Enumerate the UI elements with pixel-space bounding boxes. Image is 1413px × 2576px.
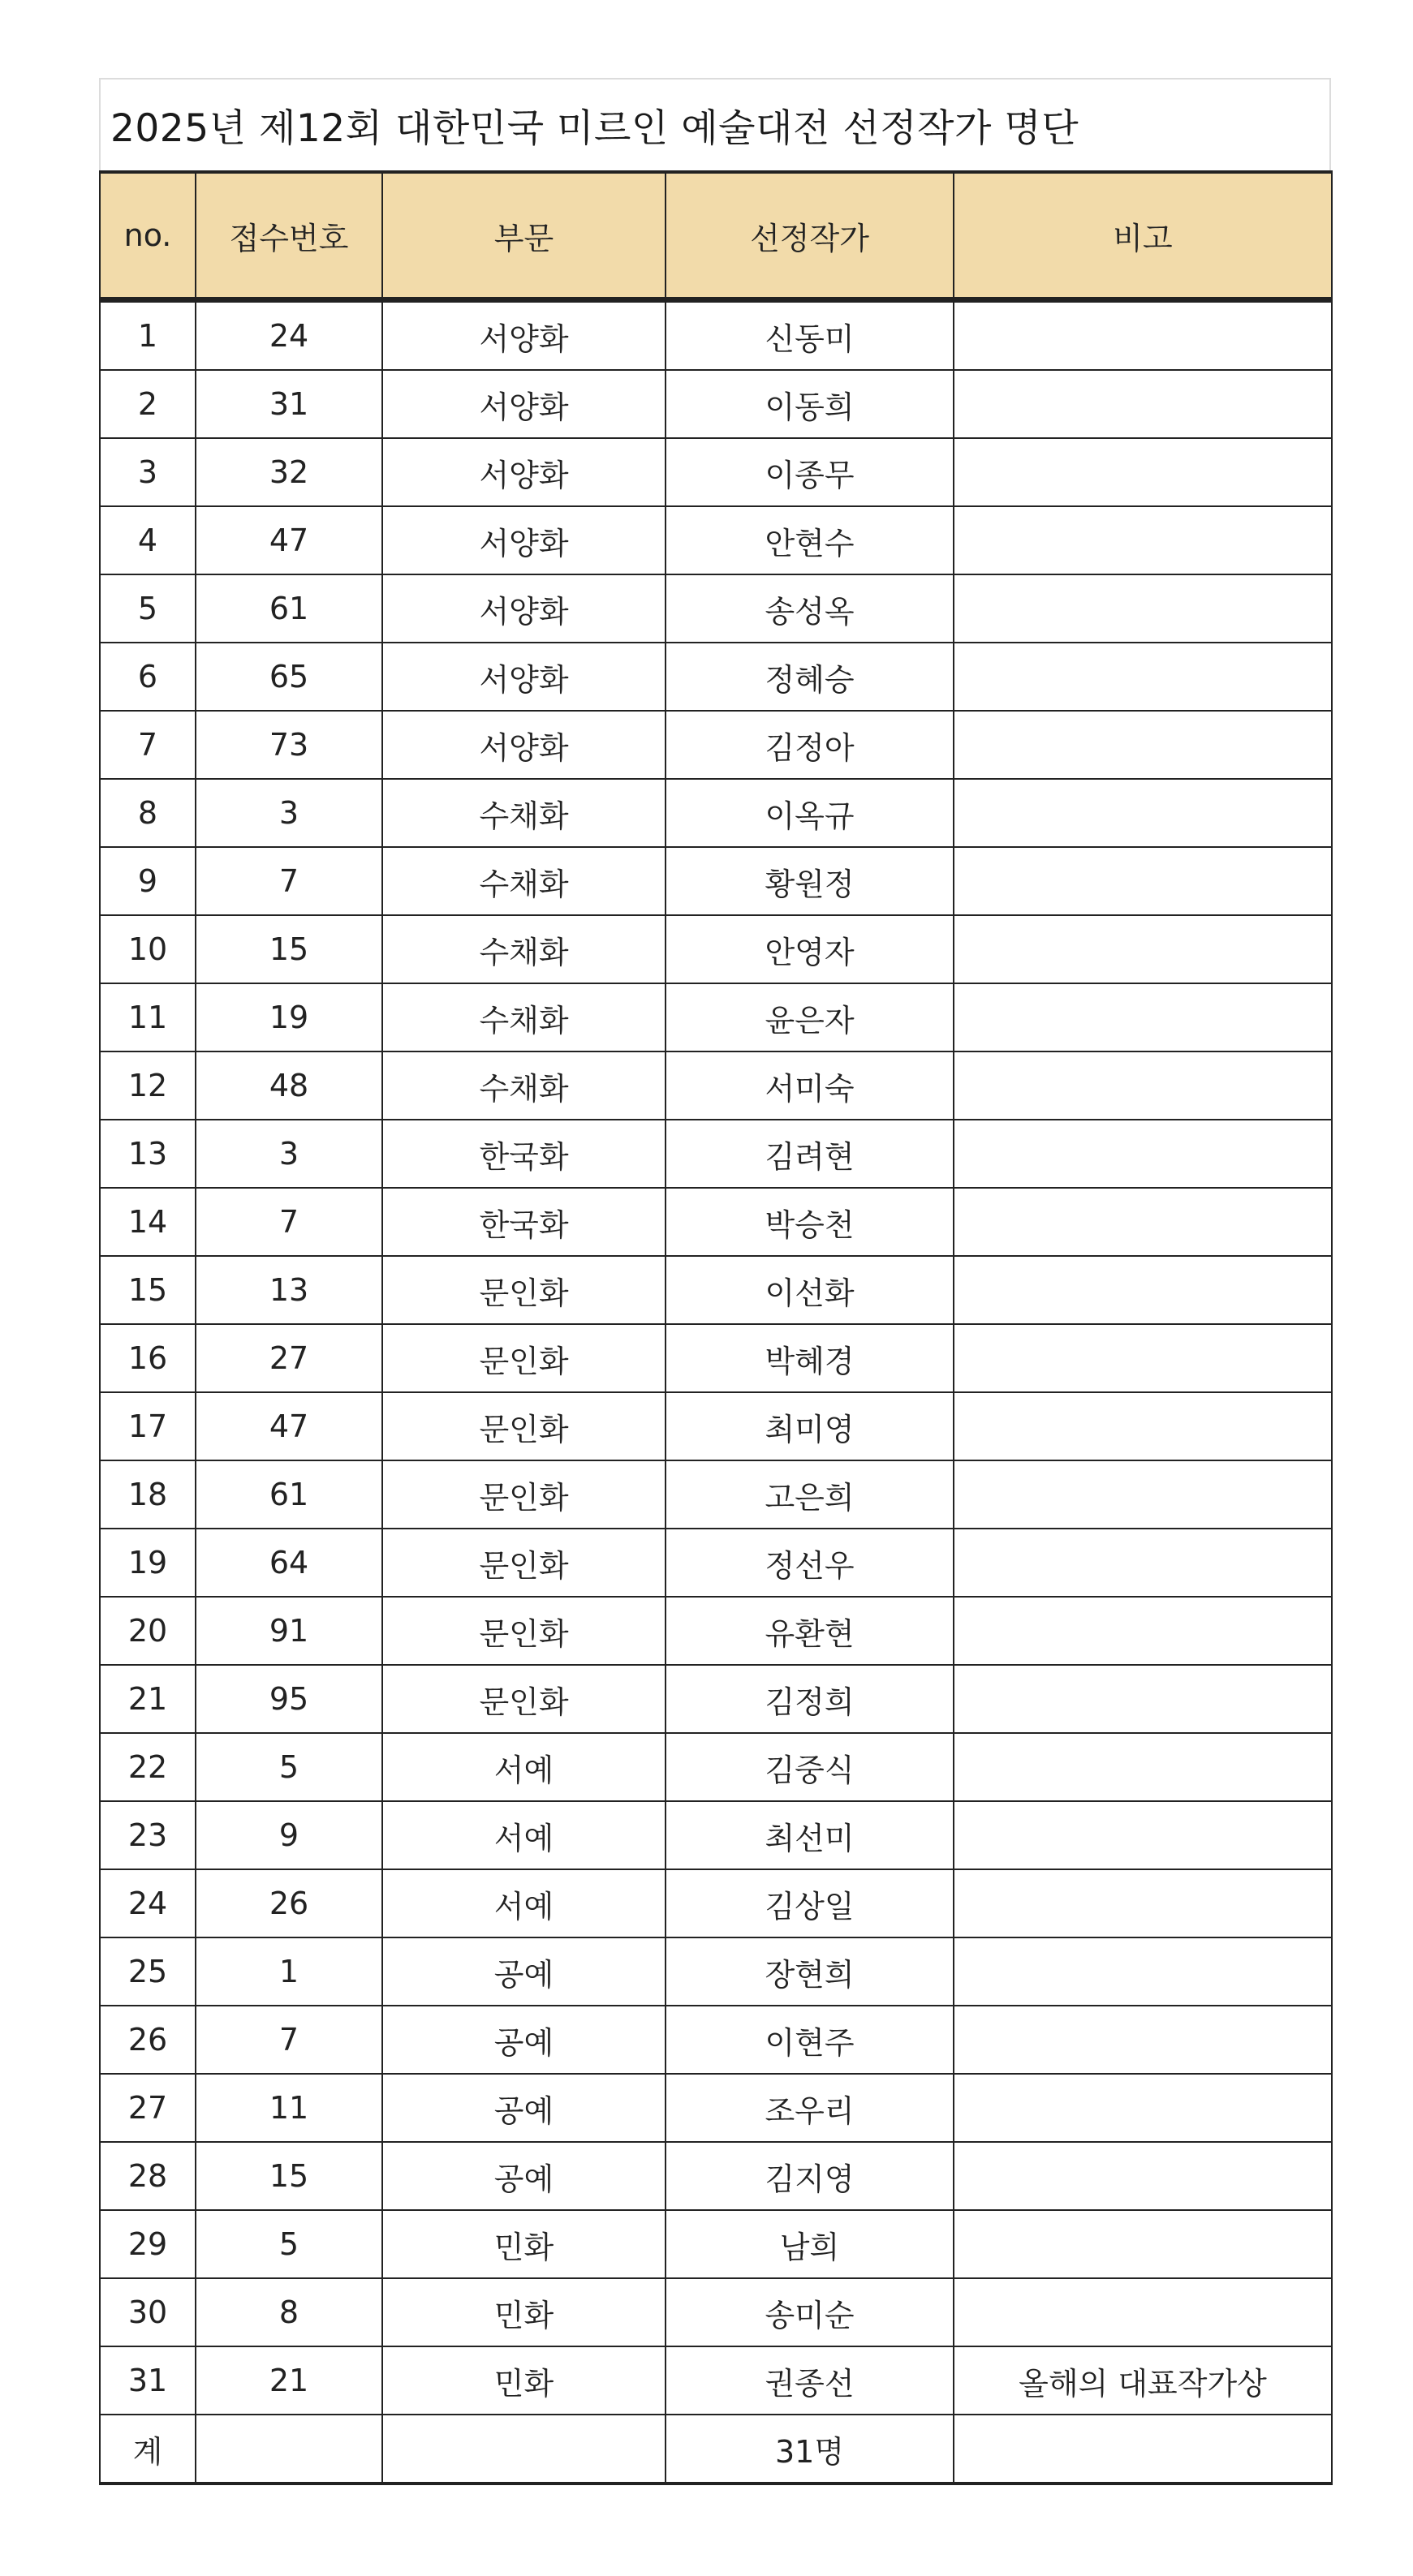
table-row [100, 1256, 1332, 1324]
header-note: 비고 [954, 172, 1332, 300]
cell-category: 공예 [382, 2142, 666, 2210]
cell-receipt-number: 61 [196, 574, 382, 643]
cell-note [954, 370, 1332, 438]
cell-category: 수채화 [382, 847, 666, 915]
cell-no: 25 [100, 1937, 196, 2006]
cell-receipt-number: 15 [196, 2142, 382, 2210]
cell-receipt-number: 7 [196, 847, 382, 915]
cell-receipt-number: 7 [196, 1188, 382, 1256]
total-row [100, 2415, 1332, 2484]
cell-artist-name: 고은희 [666, 1460, 954, 1529]
cell-note [954, 847, 1332, 915]
cell-no: 17 [100, 1392, 196, 1460]
cell-receipt-number: 73 [196, 711, 382, 779]
cell-artist-name: 최선미 [666, 1801, 954, 1869]
cell-receipt-number: 5 [196, 2210, 382, 2278]
cell-receipt-number: 47 [196, 1392, 382, 1460]
cell-receipt-number: 3 [196, 779, 382, 847]
cell-receipt-number: 19 [196, 983, 382, 1051]
document-sheet [99, 78, 1331, 2485]
cell-note [954, 2074, 1332, 2142]
total-receipt [196, 2415, 382, 2484]
cell-no: 19 [100, 1529, 196, 1597]
cell-note [954, 983, 1332, 1051]
cell-category: 공예 [382, 2006, 666, 2074]
table-row [100, 1392, 1332, 1460]
table-row [100, 1801, 1332, 1869]
cell-note [954, 1460, 1332, 1529]
cell-receipt-number: 21 [196, 2346, 382, 2415]
cell-no: 15 [100, 1256, 196, 1324]
cell-category: 서양화 [382, 506, 666, 574]
cell-artist-name: 서미숙 [666, 1051, 954, 1120]
table-row [100, 1529, 1332, 1597]
cell-no: 28 [100, 2142, 196, 2210]
table-row [100, 2210, 1332, 2278]
cell-artist-name: 이종무 [666, 438, 954, 506]
cell-note [954, 1120, 1332, 1188]
cell-no: 6 [100, 643, 196, 711]
cell-artist-name: 유환현 [666, 1597, 954, 1665]
cell-receipt-number: 65 [196, 643, 382, 711]
cell-note [954, 506, 1332, 574]
cell-artist-name: 남희 [666, 2210, 954, 2278]
cell-category: 서양화 [382, 643, 666, 711]
cell-no: 21 [100, 1665, 196, 1733]
cell-no: 26 [100, 2006, 196, 2074]
cell-artist-name: 정혜승 [666, 643, 954, 711]
table-body [100, 300, 1332, 2484]
table-row [100, 983, 1332, 1051]
cell-category: 공예 [382, 2074, 666, 2142]
cell-artist-name: 송성옥 [666, 574, 954, 643]
cell-category: 문인화 [382, 1529, 666, 1597]
total-note [954, 2415, 1332, 2484]
cell-no: 12 [100, 1051, 196, 1120]
cell-receipt-number: 9 [196, 1801, 382, 1869]
cell-note [954, 2278, 1332, 2346]
cell-receipt-number: 24 [196, 300, 382, 371]
cell-no: 1 [100, 300, 196, 371]
cell-category: 서양화 [382, 370, 666, 438]
table-row [100, 1665, 1332, 1733]
cell-note [954, 2210, 1332, 2278]
cell-note [954, 779, 1332, 847]
table-row [100, 711, 1332, 779]
cell-no: 13 [100, 1120, 196, 1188]
table-row [100, 1120, 1332, 1188]
cell-artist-name: 신동미 [666, 300, 954, 371]
table-row [100, 1937, 1332, 2006]
cell-receipt-number: 26 [196, 1869, 382, 1937]
cell-no: 20 [100, 1597, 196, 1665]
cell-no: 22 [100, 1733, 196, 1801]
header-receipt-number: 접수번호 [196, 172, 382, 300]
cell-receipt-number: 61 [196, 1460, 382, 1529]
cell-note [954, 1733, 1332, 1801]
cell-receipt-number: 31 [196, 370, 382, 438]
cell-note [954, 1665, 1332, 1733]
cell-no: 2 [100, 370, 196, 438]
cell-receipt-number: 95 [196, 1665, 382, 1733]
cell-note [954, 1188, 1332, 1256]
cell-artist-name: 윤은자 [666, 983, 954, 1051]
cell-artist-name: 이옥규 [666, 779, 954, 847]
cell-note [954, 643, 1332, 711]
cell-note [954, 1392, 1332, 1460]
cell-category: 민화 [382, 2210, 666, 2278]
cell-artist-name: 안현수 [666, 506, 954, 574]
cell-receipt-number: 1 [196, 1937, 382, 2006]
table-row [100, 2346, 1332, 2415]
cell-category: 민화 [382, 2346, 666, 2415]
cell-receipt-number: 27 [196, 1324, 382, 1392]
cell-no: 10 [100, 915, 196, 983]
cell-note [954, 2006, 1332, 2074]
cell-note [954, 915, 1332, 983]
cell-no: 5 [100, 574, 196, 643]
cell-category: 서예 [382, 1869, 666, 1937]
cell-no: 24 [100, 1869, 196, 1937]
table-row [100, 438, 1332, 506]
cell-category: 서양화 [382, 438, 666, 506]
cell-artist-name: 김정아 [666, 711, 954, 779]
table-row [100, 1324, 1332, 1392]
cell-category: 서양화 [382, 300, 666, 371]
cell-artist-name: 장현희 [666, 1937, 954, 2006]
cell-receipt-number: 47 [196, 506, 382, 574]
cell-no: 8 [100, 779, 196, 847]
selected-artists-table [99, 170, 1333, 2485]
cell-note [954, 711, 1332, 779]
table-row [100, 1051, 1332, 1120]
cell-no: 23 [100, 1801, 196, 1869]
table-row [100, 2142, 1332, 2210]
table-row [100, 643, 1332, 711]
cell-no: 4 [100, 506, 196, 574]
cell-category: 서양화 [382, 574, 666, 643]
cell-category: 수채화 [382, 915, 666, 983]
header-no: no. [100, 172, 196, 300]
total-count: 31명 [666, 2415, 954, 2484]
table-row [100, 2006, 1332, 2074]
table-row [100, 915, 1332, 983]
cell-receipt-number: 91 [196, 1597, 382, 1665]
header-selected-artist: 선정작가 [666, 172, 954, 300]
cell-no: 11 [100, 983, 196, 1051]
cell-note [954, 1256, 1332, 1324]
cell-artist-name: 정선우 [666, 1529, 954, 1597]
cell-category: 공예 [382, 1937, 666, 2006]
table-row [100, 2074, 1332, 2142]
cell-category: 서예 [382, 1801, 666, 1869]
header-category: 부문 [382, 172, 666, 300]
cell-artist-name: 권종선 [666, 2346, 954, 2415]
table-row [100, 370, 1332, 438]
cell-note [954, 1529, 1332, 1597]
cell-category: 문인화 [382, 1256, 666, 1324]
table-row [100, 847, 1332, 915]
cell-note [954, 1869, 1332, 1937]
cell-category: 한국화 [382, 1188, 666, 1256]
cell-category: 수채화 [382, 779, 666, 847]
cell-artist-name: 김지영 [666, 2142, 954, 2210]
cell-no: 29 [100, 2210, 196, 2278]
cell-category: 민화 [382, 2278, 666, 2346]
cell-receipt-number: 3 [196, 1120, 382, 1188]
table-row [100, 1460, 1332, 1529]
cell-category: 서예 [382, 1733, 666, 1801]
cell-artist-name: 김중식 [666, 1733, 954, 1801]
cell-no: 3 [100, 438, 196, 506]
cell-receipt-number: 5 [196, 1733, 382, 1801]
cell-category: 문인화 [382, 1392, 666, 1460]
cell-category: 문인화 [382, 1460, 666, 1529]
cell-artist-name: 송미순 [666, 2278, 954, 2346]
cell-artist-name: 박혜경 [666, 1324, 954, 1392]
cell-category: 수채화 [382, 1051, 666, 1120]
cell-note [954, 1801, 1332, 1869]
cell-no: 9 [100, 847, 196, 915]
cell-receipt-number: 15 [196, 915, 382, 983]
table-row [100, 574, 1332, 643]
cell-note [954, 1937, 1332, 2006]
cell-receipt-number: 7 [196, 2006, 382, 2074]
cell-artist-name: 황원정 [666, 847, 954, 915]
table-row [100, 779, 1332, 847]
cell-category: 수채화 [382, 983, 666, 1051]
total-label: 계 [100, 2415, 196, 2484]
table-row [100, 1869, 1332, 1937]
cell-artist-name: 김상일 [666, 1869, 954, 1937]
cell-receipt-number: 48 [196, 1051, 382, 1120]
cell-artist-name: 박승천 [666, 1188, 954, 1256]
cell-note [954, 300, 1332, 371]
cell-artist-name: 최미영 [666, 1392, 954, 1460]
cell-no: 16 [100, 1324, 196, 1392]
header-row [100, 172, 1332, 300]
cell-receipt-number: 64 [196, 1529, 382, 1597]
document-title: 2025년 제12회 대한민국 미르인 예술대전 선정작가 명단 [99, 78, 1331, 170]
table-row [100, 506, 1332, 574]
cell-no: 18 [100, 1460, 196, 1529]
cell-note [954, 2142, 1332, 2210]
table-row [100, 1733, 1332, 1801]
cell-artist-name: 이동희 [666, 370, 954, 438]
table-header [100, 172, 1332, 300]
cell-receipt-number: 8 [196, 2278, 382, 2346]
total-category [382, 2415, 666, 2484]
table-row [100, 1597, 1332, 1665]
cell-no: 7 [100, 711, 196, 779]
table-row [100, 1188, 1332, 1256]
cell-artist-name: 안영자 [666, 915, 954, 983]
cell-no: 30 [100, 2278, 196, 2346]
cell-artist-name: 김정희 [666, 1665, 954, 1733]
cell-artist-name: 이현주 [666, 2006, 954, 2074]
cell-artist-name: 김려현 [666, 1120, 954, 1188]
cell-receipt-number: 32 [196, 438, 382, 506]
cell-category: 문인화 [382, 1665, 666, 1733]
cell-receipt-number: 13 [196, 1256, 382, 1324]
cell-category: 문인화 [382, 1324, 666, 1392]
cell-note [954, 1324, 1332, 1392]
cell-no: 31 [100, 2346, 196, 2415]
table-row [100, 2278, 1332, 2346]
cell-category: 한국화 [382, 1120, 666, 1188]
cell-artist-name: 이선화 [666, 1256, 954, 1324]
cell-note [954, 1597, 1332, 1665]
cell-note [954, 574, 1332, 643]
table-row [100, 300, 1332, 371]
cell-receipt-number: 11 [196, 2074, 382, 2142]
cell-note: 올해의 대표작가상 [954, 2346, 1332, 2415]
cell-note [954, 438, 1332, 506]
cell-category: 서양화 [382, 711, 666, 779]
cell-category: 문인화 [382, 1597, 666, 1665]
cell-artist-name: 조우리 [666, 2074, 954, 2142]
cell-note [954, 1051, 1332, 1120]
cell-no: 14 [100, 1188, 196, 1256]
cell-no: 27 [100, 2074, 196, 2142]
